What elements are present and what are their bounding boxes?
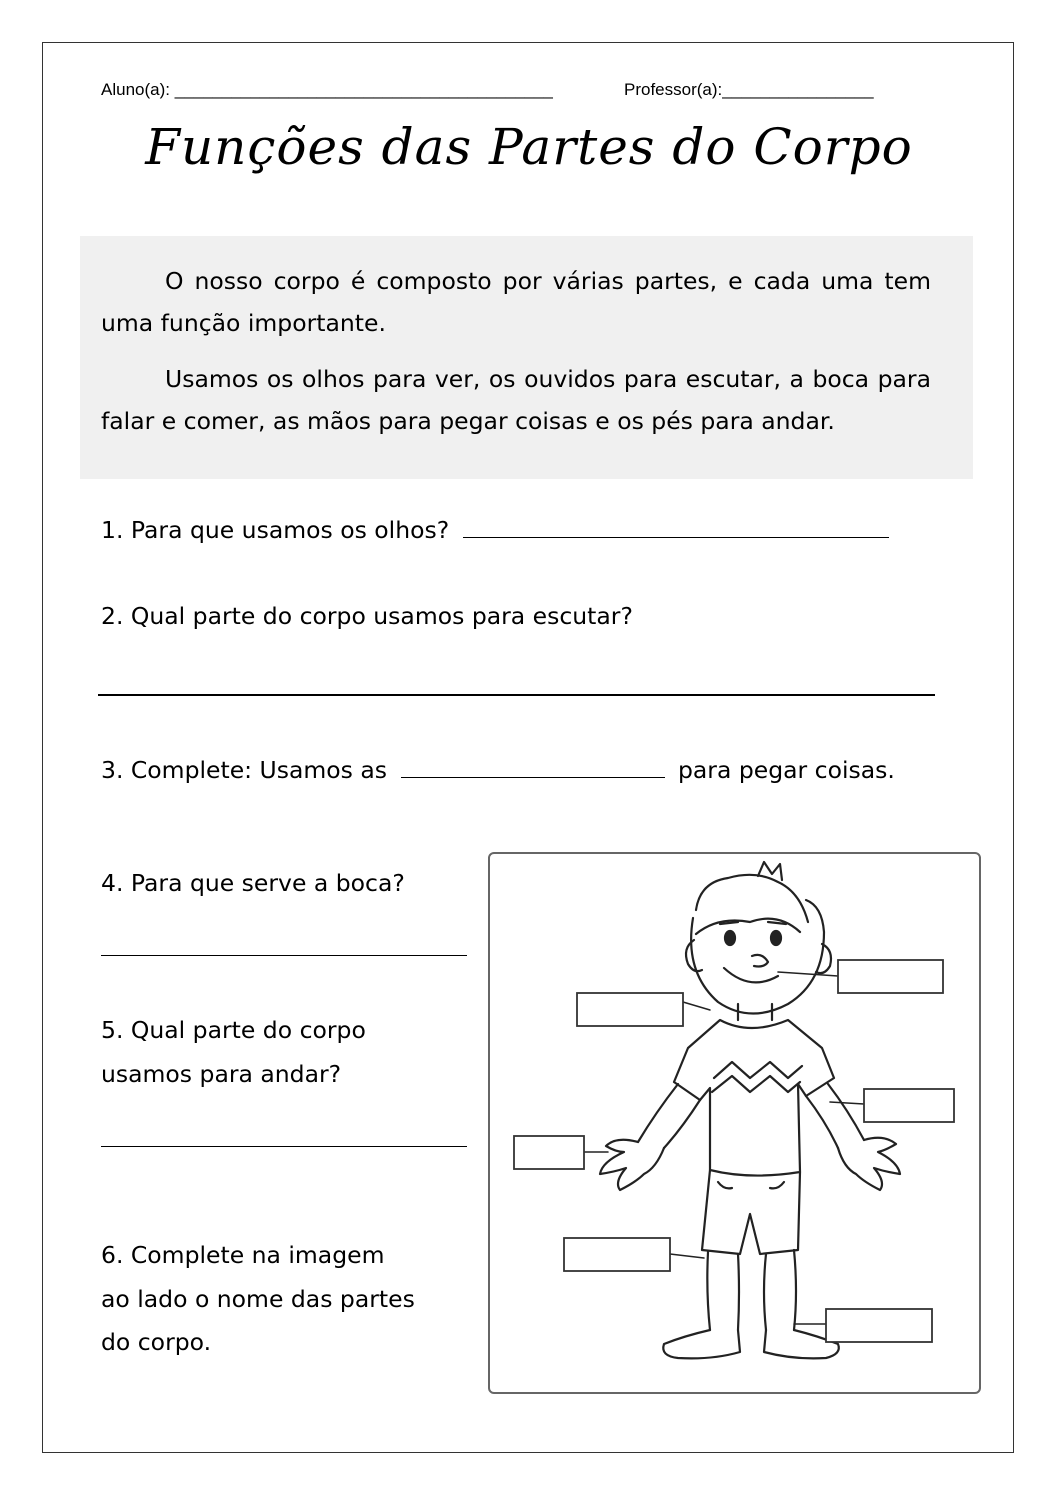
boy-body-outline-icon — [488, 852, 981, 1394]
question-3 — [101, 748, 895, 792]
question-5-line-1: 5. Qual parte do corpo — [101, 1016, 366, 1044]
label-box-arm[interactable] — [864, 1089, 954, 1122]
question-6-line-1: 6. Complete na imagem — [101, 1241, 385, 1269]
question-6-line-3: do corpo. — [101, 1328, 212, 1356]
question-3-answer-blank[interactable] — [401, 753, 665, 778]
label-box-hand[interactable] — [514, 1136, 584, 1169]
question-1-text: 1. Para que usamos os olhos? — [101, 516, 450, 544]
question-3-text-after: para pegar coisas. — [677, 756, 895, 784]
question-2-answer-line[interactable] — [98, 694, 935, 696]
student-name-field[interactable]: Aluno(a): ________________________________________ — [101, 80, 553, 99]
question-1-answer-blank[interactable] — [463, 513, 889, 538]
intro-paragraph-2: Usamos os olhos para ver, os ouvidos para escutar, a boca para falar e comer, as mãos para pegar coisas e os pés para andar. — [101, 365, 931, 435]
question-5-line-2: usamos para andar? — [101, 1060, 342, 1088]
question-2-text: 2. Qual parte do corpo usamos para escutar? — [101, 602, 633, 630]
question-1 — [101, 508, 889, 552]
label-box-head[interactable] — [577, 993, 683, 1026]
label-box-foot[interactable] — [826, 1309, 932, 1342]
question-5-answer-line[interactable] — [101, 1146, 467, 1147]
question-3-text-before: 3. Complete: Usamos as — [101, 756, 388, 784]
intro-paragraph-1: O nosso corpo é composto por várias partes, e cada uma tem uma função importante. — [101, 267, 931, 337]
label-box-leg[interactable] — [564, 1238, 670, 1271]
question-4-answer-line[interactable] — [101, 955, 467, 956]
page-title: Funções das Partes do Corpo — [145, 118, 913, 176]
question-6-line-2: ao lado o nome das partes — [101, 1285, 415, 1313]
teacher-name-field[interactable]: Professor(a):________________ — [624, 80, 874, 99]
label-box-mouth[interactable] — [838, 960, 943, 993]
question-4-text: 4. Para que serve a boca? — [101, 869, 405, 897]
